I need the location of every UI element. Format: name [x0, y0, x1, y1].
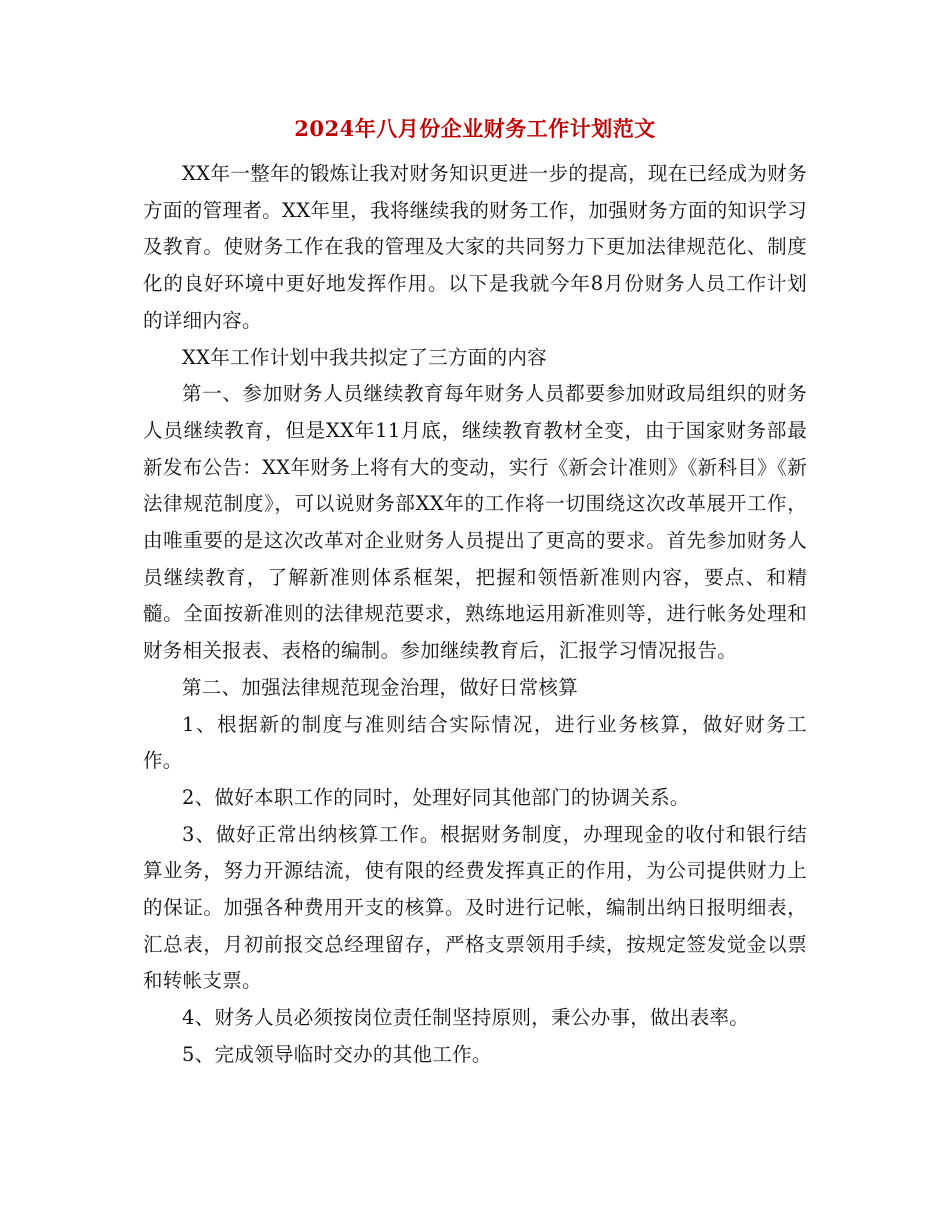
- list-item: 4、财务人员必须按岗位责任制坚持原则，秉公办事，做出表率。: [182, 1006, 750, 1030]
- list-item: 5、完成领导临时交办的其他工作。: [182, 1042, 492, 1066]
- document-body: [143, 156, 807, 1074]
- list-item: 1、根据新的制度与准则结合实际情况，进行业务核算，做好财务工作。: [143, 712, 807, 773]
- list-item: 2、做好本职工作的同时，处理好同其他部门的协调关系。: [182, 785, 690, 809]
- list-item: 3、做好正常出纳核算工作。根据财务制度，办理现金的收付和银行结算业务，努力开源结流，使有限的经费发挥真正的作用，为公司提供财力上的保证。加强各种费用开支的核算。及时进行记帐，编制出纳日报明细表，汇总表，月初前报交总经理留存，严格支票领用手续，按规定签发觉金以票和转帐支票。: [143, 822, 807, 993]
- paragraph-plan-overview: XX年工作计划中我共拟定了三方面的内容: [182, 345, 547, 369]
- paragraph-section-one: 第一、参加财务人员继续教育每年财务人员都要参加财政局组织的财务人员继续教育，但是XX年11月底，继续教育教材全变，由于国家财务部最新发布公告：XX年财务上将有大的变动，实行《新会计准则》《新科目》《新法律规范制度》，可以说财务部XX年的工作将一切围绕这次改革展开工作，由唯重要的是这次改革对企业财务人员提出了更高的要求。首先参加财务人员继续教育，了解新准则体系框架，把握和领悟新准则内容，要点、和精髓。全面按新准则的法律规范要求，熟练地运用新准则等，进行帐务处理和财务相关报表、表格的编制。参加继续教育后，汇报学习情况报告。: [143, 382, 807, 663]
- paragraph-section-two-heading: 第二、加强法律规范现金治理，做好日常核算: [182, 675, 579, 699]
- paragraph-intro: XX年一整年的锻炼让我对财务知识更进一步的提高，现在已经成为财务方面的管理者。XX年里，我将继续我的财务工作，加强财务方面的知识学习及教育。使财务工作在我的管理及大家的共同努力下更加法律规范化、制度化的良好环境中更好地发挥作用。以下是我就今年8月份财务人员工作计划的详细内容。: [143, 162, 807, 332]
- document-title: 2024年八月份企业财务工作计划范文: [294, 116, 656, 141]
